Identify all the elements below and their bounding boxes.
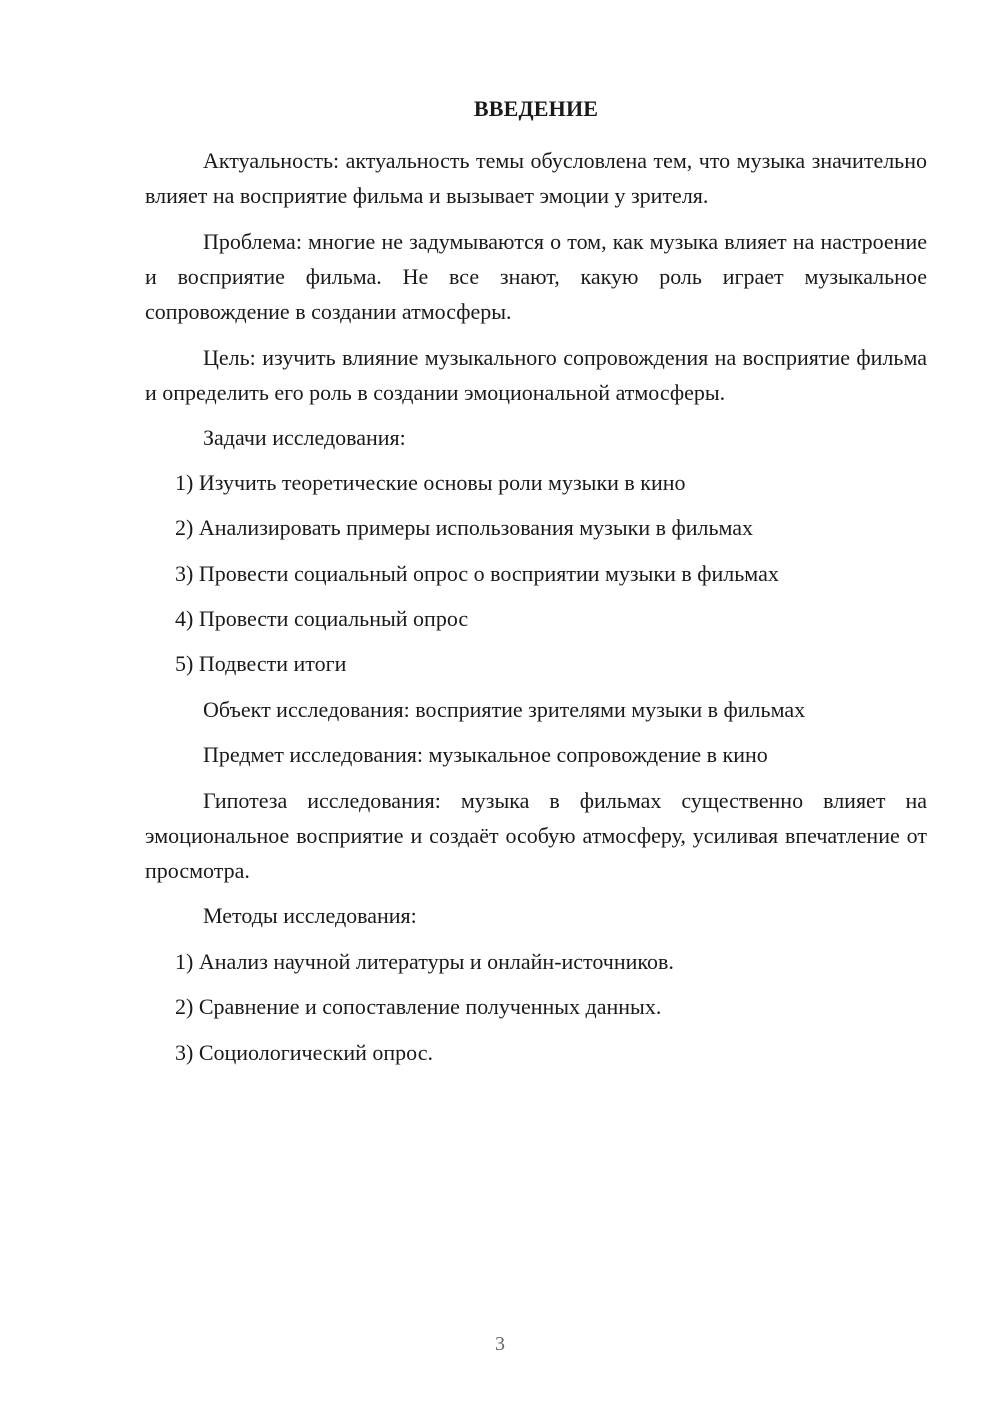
task-item: 4) Провести социальный опрос	[175, 606, 469, 631]
object-line: Объект исследования: восприятие зрителями музыки в фильмах	[203, 697, 806, 722]
tasks-heading: Задачи исследования:	[203, 425, 406, 450]
page-number: 3	[495, 1333, 505, 1355]
subject-line: Предмет исследования: музыкальное сопровождение в кино	[203, 742, 768, 767]
relevance-paragraph: Актуальность: актуальность темы обусловлена тем, что музыка значительно влияет на восприятие фильма и вызывает эмоции у зрителя.	[145, 148, 927, 208]
method-item: 2) Сравнение и сопоставление полученных данных.	[175, 994, 662, 1019]
task-item: 5) Подвести итоги	[175, 651, 347, 676]
methods-heading: Методы исследования:	[203, 903, 417, 928]
hypothesis-paragraph: Гипотеза исследования: музыка в фильмах существенно влияет на эмоциональное восприятие и создаёт особую атмосферу, усиливая впечатление от просмотра.	[145, 788, 927, 883]
problem-paragraph: Проблема: многие не задумываются о том, как музыка влияет на настроение и восприятие фильма. Не все знают, какую роль играет музыкальное сопровождение в создании атмосферы.	[145, 229, 927, 324]
page-title: ВВЕДЕНИЕ	[473, 96, 599, 121]
task-item: 2) Анализировать примеры использования музыки в фильмах	[175, 515, 754, 540]
task-item: 3) Провести социальный опрос о восприятии музыки в фильмах	[175, 561, 779, 586]
goal-paragraph: Цель: изучить влияние музыкального сопровождения на восприятие фильма и определить его роль в создании эмоциональной атмосферы.	[145, 345, 927, 405]
method-item: 1) Анализ научной литературы и онлайн-источников.	[175, 949, 674, 974]
task-item: 1) Изучить теоретические основы роли музыки в кино	[175, 470, 686, 495]
method-item: 3) Социологический опрос.	[175, 1040, 433, 1065]
